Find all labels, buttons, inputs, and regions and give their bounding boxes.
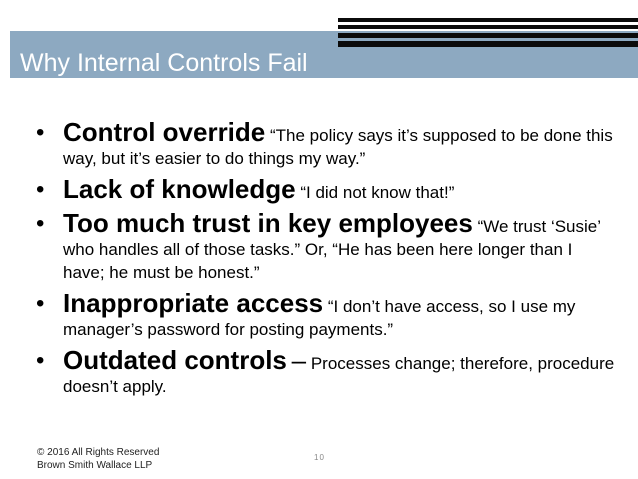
bullet-description: Processes change; therefore, procedure doesn’t apply.	[63, 354, 615, 396]
list-item	[36, 117, 616, 170]
bullet-dash: –	[291, 345, 307, 375]
bullet-list	[36, 117, 616, 402]
bullet-icon: •	[36, 210, 45, 237]
bullet-body	[63, 345, 616, 398]
bullet-description: “We trust ‘Susie’ who handles all of those tasks.” Or, “He has been here longer than I have; he must be honest.”	[63, 217, 601, 282]
footer-copyright	[37, 446, 159, 472]
company-name: Brown Smith Wallace LLP	[37, 460, 153, 471]
list-item	[36, 208, 616, 284]
decorative-stripe	[338, 41, 638, 47]
bullet-body	[63, 174, 616, 204]
bullet-icon: •	[36, 176, 45, 203]
bullet-body	[63, 117, 616, 170]
bullet-body	[63, 208, 616, 284]
bullet-term: Control override	[63, 117, 266, 147]
bullet-description: “The policy says it’s supposed to be done this way, but it’s easier to do things my way.”	[63, 126, 613, 168]
list-item	[36, 288, 616, 341]
bullet-description: “I don’t have access, so I use my manager’s password for posting payments.”	[63, 297, 576, 339]
decorative-stripe	[338, 25, 638, 29]
copyright-text: © 2016 All Rights Reserved	[37, 447, 160, 458]
list-item	[36, 174, 616, 204]
bullet-term: Outdated controls	[63, 345, 287, 375]
bullet-icon: •	[36, 290, 45, 317]
bullet-body	[63, 288, 616, 341]
decorative-stripe	[338, 18, 638, 22]
bullet-term: Lack of knowledge	[63, 174, 296, 204]
bullet-description: “I did not know that!”	[300, 183, 455, 202]
decorative-stripe	[338, 33, 638, 38]
list-item	[36, 345, 616, 398]
slide-title: Why Internal Controls Fail	[20, 49, 308, 77]
page-number: 10	[314, 453, 325, 462]
bullet-term: Inappropriate access	[63, 288, 324, 318]
bullet-icon: •	[36, 119, 45, 146]
bullet-icon: •	[36, 347, 45, 374]
bullet-term: Too much trust in key employees	[63, 208, 473, 238]
